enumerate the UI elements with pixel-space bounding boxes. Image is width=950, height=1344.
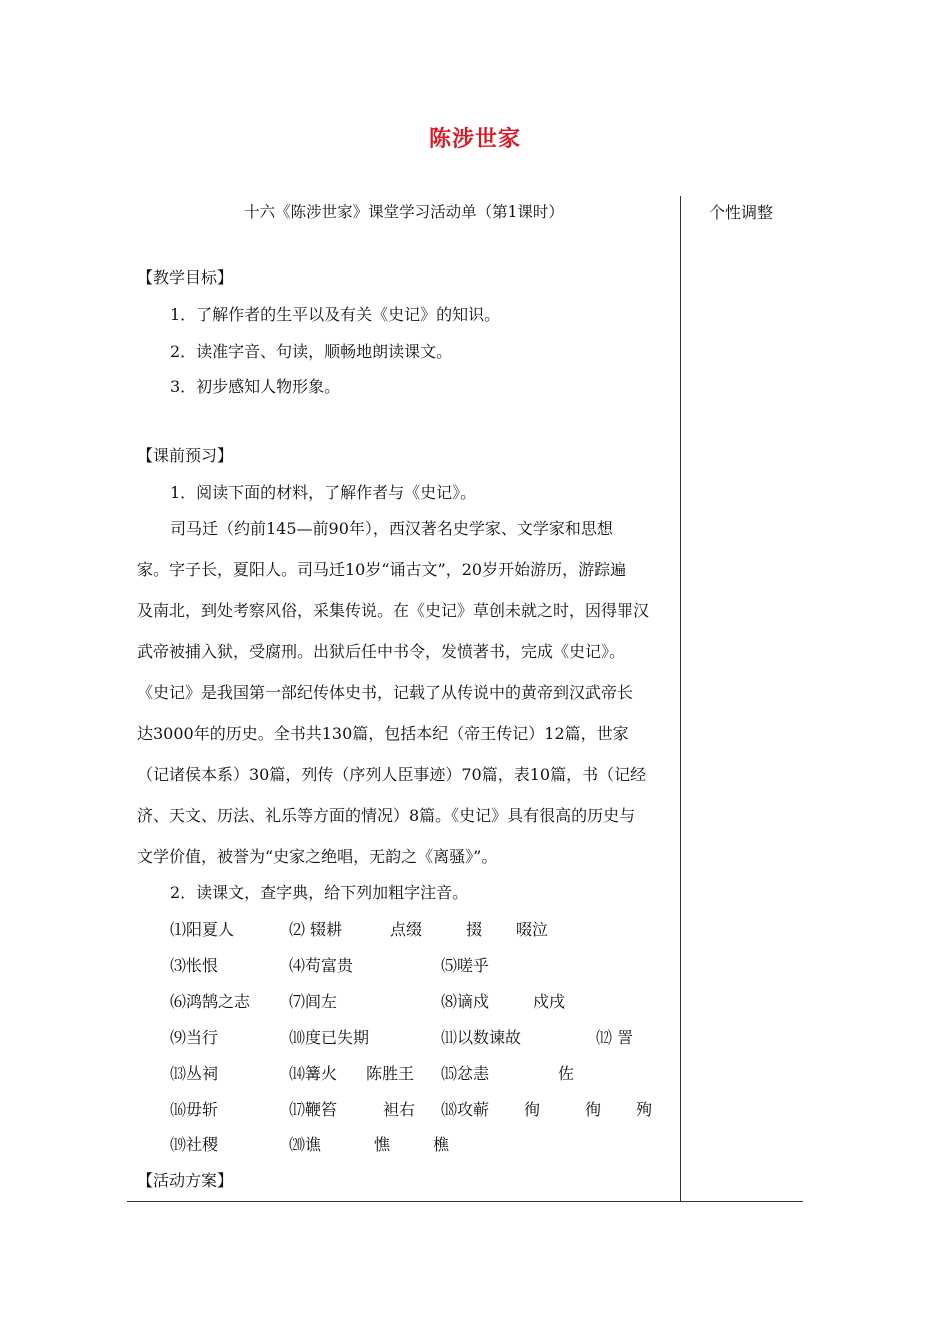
vocab-term: ⑽度已失期	[289, 1028, 370, 1047]
vocab-term: ⒀丛祠	[170, 1064, 219, 1083]
vocab-term: 啜泣	[516, 920, 549, 939]
vocab-term: ⑾以数谏故	[441, 1028, 522, 1047]
passage-line: 《史记》是我国第一部纪传体史书，记载了从传说中的黄帝到汉武帝长	[137, 683, 634, 702]
vocab-term: ⒃毋斩	[170, 1100, 219, 1119]
vocab-term: ⒅攻蕲	[441, 1100, 490, 1119]
vocab-term: 戍戌	[533, 992, 566, 1011]
vocab-term: ⒂忿恚	[441, 1064, 490, 1083]
vocab-term: 徇	[585, 1100, 602, 1119]
preview-header: 【课前预习】	[137, 446, 234, 465]
passage-line: 司马迁（约前145—前90年），西汉著名史学家、文学家和思想	[170, 519, 613, 538]
vocab-term: 掇	[466, 920, 483, 939]
passage-line: 家。字子长，夏阳人。司马迁10岁“诵古文”，20岁开始游历，游踪遍	[137, 560, 627, 579]
vocab-term: ⑼当行	[170, 1028, 219, 1047]
passage-line: 武帝被捕入狱，受腐刑。出狱后任中书令，发愤著书，完成《史记》。	[137, 642, 626, 661]
passage-line: （记诸侯本系）30篇，列传（序列人臣事迹）70篇，表10篇，书（记经	[137, 765, 647, 784]
vocab-term: 点缀	[390, 920, 423, 939]
side-column-header: 个性调整	[709, 203, 774, 222]
passage-line: 济、天文、历法、礼乐等方面的情况）8篇。《史记》具有很高的历史与	[137, 806, 636, 825]
vocab-term: ⑺闾左	[289, 992, 338, 1011]
vocab-term: ⒄鞭笞	[289, 1100, 338, 1119]
vocab-term: ⒆社稷	[170, 1135, 219, 1154]
passage-line: 达3000年的历史。全书共130篇，包括本纪（帝王传记）12篇，世家	[137, 724, 629, 743]
vocab-term: ⑷苟富贵	[289, 956, 354, 975]
vocab-term: 徇	[524, 1100, 541, 1119]
vocab-term: ⑻谪戍	[441, 992, 490, 1011]
vocab-term: ⑴阳夏人	[170, 920, 235, 939]
goal-item: 1．了解作者的生平以及有关《史记》的知识。	[170, 305, 501, 324]
vocab-term: ⑿ 詈	[596, 1028, 634, 1047]
vocab-term: ⒁篝火	[289, 1064, 338, 1083]
goal-item: 3．初步感知人物形象。	[170, 377, 341, 396]
vocab-term: 樵	[433, 1135, 450, 1154]
vocab-term: ⑹鸿鹄之志	[170, 992, 251, 1011]
passage-line: 文学价值，被誉为“史家之绝唱，无韵之《离骚》”。	[137, 847, 498, 866]
preview-item-1: 1．阅读下面的材料，了解作者与《史记》。	[170, 483, 477, 502]
vocab-term: 殉	[636, 1100, 653, 1119]
vocab-term: ⒇谯	[289, 1135, 322, 1154]
vocab-term: ⑶怅恨	[170, 956, 219, 975]
vocab-term: 袒右	[383, 1100, 416, 1119]
goal-item: 2．读准字音、句读，顺畅地朗读课文。	[170, 342, 453, 361]
worksheet-subtitle: 十六《陈涉世家》课堂学习活动单（第1课时）	[244, 203, 564, 221]
table-bottom-border	[127, 1201, 803, 1202]
vocab-term: 佐	[558, 1064, 575, 1083]
vocab-term: ⑵ 辍耕	[289, 920, 343, 939]
vocab-term: 陈胜王	[366, 1064, 415, 1083]
passage-line: 及南北，到处考察风俗，采集传说。在《史记》草创未就之时，因得罪汉	[137, 601, 650, 620]
activity-header: 【活动方案】	[137, 1171, 234, 1190]
column-divider	[680, 196, 681, 1202]
vocab-term: 憔	[374, 1135, 391, 1154]
vocab-term: ⑸嗟乎	[441, 956, 490, 975]
document-title: 陈涉世家	[428, 127, 521, 152]
goals-header: 【教学目标】	[137, 268, 234, 287]
preview-item-2: 2．读课文，查字典，给下列加粗字注音。	[170, 883, 469, 902]
